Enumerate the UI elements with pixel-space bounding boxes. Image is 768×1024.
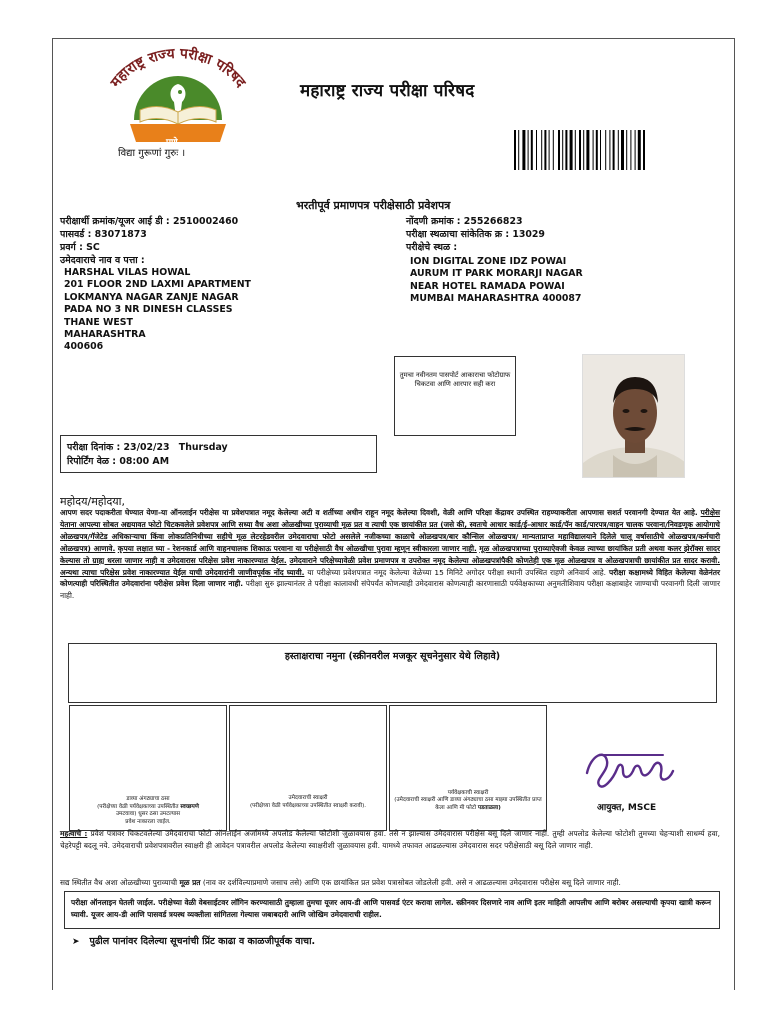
- barcode-bar: [528, 130, 529, 170]
- handwriting-sample-box: [68, 643, 717, 703]
- instruction-text: मूळ ओळखपत्राच्या पुराव्याऐवजी केवळ त्याच्या छायांकित प्रती अथवा कलर झेरॉक्स सादर केल्यास तो ग्राह्य धरला जाणार नाही व उमेदवारास परिक्षेस प्रवेश नाकारण्यात येईल.: [60, 543, 720, 565]
- candidate-address: [64, 267, 251, 354]
- centre-code-row: [406, 229, 545, 241]
- password-label: पासवर्ड :: [60, 229, 92, 240]
- warning-text: परीक्षा ऑनलाइन घेतली जाईल. परीक्षेच्या वेळी वेबसाईटवर लॉगिन करण्यासाठी तुम्हाला तुमचा यूजर आय-डी आणि पासवर्ड एंटर करावा लागेल. स्क्रीनवर दिसणारे नाव आणि इतर माहिती आपलीच आणि बरोबर असल्याची कृपया खात्री करून घ्यावी. यूजर आय-डी आणि पासवर्ड त्रयस्थ व्यक्तीला सांगितला गेल्यास जबाबदारी आणि जोखिम उमेदवाराची राहील.: [71, 898, 712, 919]
- category-label: प्रवर्ग :: [60, 242, 83, 253]
- caption-part: स्वच्छपणे: [180, 803, 199, 810]
- candidate-signature-caption: [232, 795, 384, 810]
- handwriting-sample-title: हस्ताक्षराचा नमुना (स्क्रीनवरील मजकूर सूचनेनुसार येथे लिहावे): [284, 651, 501, 662]
- barcode-bar: [586, 130, 589, 170]
- id-proof-note: [60, 877, 720, 889]
- candidate-portrait-icon: [583, 355, 685, 478]
- signature-scrawl-icon: [577, 735, 681, 797]
- registration-row: [406, 216, 523, 228]
- registration-label: नोंदणी क्रमांक :: [406, 216, 461, 227]
- category-value: SC: [86, 242, 100, 253]
- address-line: 400606: [64, 341, 104, 353]
- barcode-bar: [562, 130, 563, 170]
- exam-schedule-box: [60, 435, 377, 473]
- barcode-bar: [613, 130, 615, 170]
- caption-line: पर्यवेक्षकाची स्वाक्षरी: [447, 789, 489, 796]
- barcode-bar: [549, 130, 550, 170]
- barcode-bar: [605, 130, 606, 170]
- exam-day-value: Thursday: [178, 442, 228, 453]
- barcode-bar: [565, 130, 567, 170]
- id-proof-emphasis: मूळ प्रत: [179, 878, 201, 887]
- reporting-time-label: रिपोर्टिंग वेळ :: [67, 456, 117, 468]
- candidate-signature-box: [229, 705, 387, 831]
- barcode-icon: [514, 130, 686, 170]
- important-text: प्रवेश पत्रावर चिकटवलेल्या उमेदवाराचा फोटो ऑनलाईन अर्जामध्ये अपलोड केलेल्या फोटोशी जुळावयास हवा. तसे न झाल्यास उमेदवारास परीक्षेस बसू दिले जाणार नाही. तुम्ही अपलोड केलेल्या फोटोशी तुमच्या चेहऱ्याशी साधर्म्य हवा, चेहरेपट्टी बदलू नये. उमेदवाराची प्रवेशपत्रावरील स्वाक्षरी ही आवेदन पत्रावरील अपलोड केलेल्या स्वाक्षरीशी जुळावयास हवी. यामध्ये तफावत आढळल्यास उमेदवारास सदर परीक्षेसाठी बसू दिले जाणार नाही.: [60, 829, 720, 850]
- important-note: [60, 828, 720, 852]
- arrow-right-icon: ➤: [72, 937, 80, 947]
- exam-date-row: [67, 442, 376, 454]
- caption-line: उमेदवाराची स्वाक्षरी: [288, 795, 328, 801]
- barcode-bar: [570, 130, 573, 170]
- address-line: HARSHAL VILAS HOWAL: [64, 267, 191, 278]
- barcode-bar: [600, 130, 601, 170]
- instruction-text: परीक्षा सुरु झाल्यानंतर ते परीक्षा कालावधी संपेपर्यंत कोणत्याही उमेदवारास कोणत्याही कारणासाठी पर्यवेक्षकाच्या अनुमतीशिवाय परीक्षा कक्षाबाहेर जाण्याची परवानगी दिली जाणार नाही.: [60, 579, 720, 601]
- centre-line: MUMBAI MAHARASHTRA 400087: [410, 293, 582, 305]
- barcode-bar: [531, 130, 533, 170]
- document-title: भरतीपूर्व प्रमाणपत्र परीक्षेसाठी प्रवेशपत्र: [296, 199, 451, 212]
- barcode-bar: [618, 130, 619, 170]
- candidate-photo: [582, 354, 685, 478]
- registration-value: 255266823: [463, 216, 523, 227]
- reporting-time-row: [67, 456, 376, 468]
- barcode-bar: [541, 130, 542, 170]
- password-row: [60, 229, 147, 241]
- barcode-bar: [544, 130, 546, 170]
- left-thumb-caption: [72, 796, 224, 826]
- footer-instruction: [72, 934, 315, 947]
- instruction-text: कृपया लक्षात घ्या - रेशनकार्ड आणि वाहनचालक शिकाऊ परवाना या परीक्षेसाठी वैध ओळखीचा पुरावा म्हणून स्वीकारला जाणार नाही.: [117, 543, 477, 553]
- instruction-text: आपण सदर पदाकरीता घेण्यात येणा-या ऑनलाईन परीक्षेस या प्रवेशपत्रात नमूद केलेल्या अटी व शर्तीच्या अधीन राहून नमूद केलेल्या दिवशी, वेळी आणि परिक्षा केंद्रावर उपस्थित राहण्याकरीता आपणास सशर्त परवानगी देण्यात येत आहे.: [60, 508, 698, 517]
- instruction-text: या परीक्षेच्या प्रवेशपत्रात नमूद केलेल्या वेळेच्या 15 मिनिटे अगोदर परीक्षा स्थानी उपस्थित राहणे अनिवार्य आहे.: [307, 567, 607, 577]
- centre-code-label: परीक्षा स्थळाचा सांकेतिक क्र :: [406, 229, 510, 240]
- caption-part: (उमेदवाराची स्वाक्षरी आणि डाव्या अंगठ्याचा ठसा माझ्या उपस्थितीत प्राप्त केला आणि मी फोटो: [394, 797, 542, 811]
- instruction-text: परीक्षा कक्षामध्ये विहित केलेल्या वेळेनंतर कोणत्याही परिस्थितीत उमेदवारांना परीक्षेस प्रवेश दिला जाणार नाही.: [60, 567, 721, 589]
- photo-paste-instructions: तुमचा नवीनतम पासपोर्ट आकाराचा फोटोग्राफ चिकटवा आणि आरपार सही करा: [399, 371, 511, 388]
- centre-line: ION DIGITAL ZONE IDZ POWAI: [410, 256, 567, 267]
- roll-number-row: [60, 216, 238, 228]
- photo-paste-box: [394, 356, 516, 436]
- centre-label: परीक्षेचे स्थळ :: [406, 242, 458, 253]
- id-proof-text: (नाव वर दर्शविल्याप्रमाणे जसाच तसे) आणि एक छायांकित प्रत प्रवेश पत्रासोबत जोडलेली हवी. असे न आढळल्यास उमेदवारास परीक्षेस बसू दिले जाणार नाही.: [202, 878, 621, 887]
- barcode-bar: [522, 130, 525, 170]
- logo-city-label: पुणे: [166, 138, 178, 148]
- barcode-bar: [638, 130, 641, 170]
- barcode-bar: [575, 130, 576, 170]
- barcode-bar: [609, 130, 610, 170]
- barcode-bar: [558, 130, 560, 170]
- roll-number-value: 2510002460: [172, 216, 239, 227]
- left-thumb-box: [69, 705, 227, 831]
- barcode-bar: [643, 130, 645, 170]
- barcode-bar: [579, 130, 581, 170]
- exam-date-label: परीक्षा दिनांक :: [67, 442, 121, 453]
- barcode-bar: [635, 130, 636, 170]
- invigilator-signature-caption: [392, 790, 544, 813]
- footer-text: पुढील पानांवर दिलेल्या सूचनांची प्रिंट काढा व काळजीपूर्वक वाचा.: [89, 936, 316, 947]
- council-emblem-icon: [96, 40, 260, 150]
- barcode-bar: [626, 130, 627, 170]
- name-address-label: उमेदवाराचे नाव व पत्ता :: [60, 255, 145, 266]
- barcode-bar: [621, 130, 624, 170]
- address-line: THANE WEST: [64, 316, 133, 328]
- centre-line: AURUM IT PARK MORARJI NAGAR: [410, 268, 583, 280]
- barcode-bar: [518, 130, 519, 170]
- logo-arc-text: महाराष्ट्र राज्य परीक्षा परिषद: [107, 45, 249, 91]
- instruction-text: उमेदवाराने परिक्षेच्यावेळी प्रवेश प्रमाणपत्र व उपरोक्त नमूद केलेल्या ओळखपत्रांपैकी कोणतेही एक मूळ ओळखपत्र व ओळखपत्राची छायांकीत प्रत सादर करावी. अन्यथा त्याचा परिक्षेस प्रवेश नाकारण्यात येईल याची उमेदवारांनी जाणीवपूर्वक नोंद घ्यावी.: [60, 555, 720, 577]
- caption-line: [72, 804, 224, 812]
- address-line: 201 FLOOR 2ND LAXMI APARTMENT: [64, 279, 251, 291]
- instruction-text: परीक्षेस येताना आपल्या सोबत अद्ययावत फोटो चिटकवलेले प्रवेशपत्र आणि सध्या वैध अशा ओळखीच्या पुराव्याची मूळ प्रत व त्याची एक छायांकीत प्रत (जसे की, स्वतःचे आधार कार्ड/ई-आधार कार्ड/पॅन कार्ड/पारपत्र/वाहन चालक परवाना/निवडणूक आयोगाचे ओळखपत्र/गॅजेटेड अधिकाऱ्याचा किंवा लोकप्रतिनिधीच्या सहीचे मूळ लेटरहेडवरील उमेदवाराचा फोटो असलेले नजीकच्या काळाचे ओळखपत्र/बार कौन्सिल ओळखपत्र/ मान्यताप्राप्त महाविद्यालयाने दिलेले चालू वर्षासाठीचे ओळखपत्र/कर्मचारी ओळखपत्र) आणावे.: [60, 508, 720, 553]
- barcode-bar: [596, 130, 598, 170]
- roll-number-label: परीक्षार्थी क्रमांक/यूजर आई डी :: [60, 216, 170, 227]
- address-line: PADA NO 3 NR DINESH CLASSES: [64, 304, 233, 316]
- barcode-bar: [514, 130, 516, 170]
- salutation: महोदय/महोदया,: [60, 495, 126, 508]
- reporting-time-value: 08:00 AM: [119, 456, 170, 468]
- id-proof-text: सद्य स्थितीत वैध अशा ओळखीच्या पुराव्याची: [60, 878, 178, 887]
- password-value: 83071873: [94, 229, 147, 240]
- caption-part: पडताळला): [477, 804, 501, 811]
- online-exam-warning-box: [64, 891, 720, 929]
- barcode-bar: [536, 130, 537, 170]
- council-logo: [96, 40, 260, 160]
- barcode-bar: [630, 130, 631, 170]
- barcode: [514, 130, 686, 170]
- barcode-bar: [553, 130, 554, 170]
- council-motto: विद्या गुरूणां गुरुः ।: [118, 148, 186, 159]
- commissioner-title: आयुक्त, MSCE: [597, 803, 657, 813]
- centre-address: [410, 256, 583, 306]
- caption-line: उमटवावा) धुसर ठसा उमटल्यास: [115, 811, 181, 817]
- barcode-bar: [583, 130, 584, 170]
- category-row: [60, 242, 100, 254]
- council-title: महाराष्ट्र राज्य परीक्षा परिषद: [300, 81, 475, 101]
- commissioner-signature: [577, 735, 681, 797]
- barcode-bar: [593, 130, 594, 170]
- caption-line: [392, 797, 544, 812]
- caption-line: प्रवेश नाकारला जाईल.: [125, 818, 171, 825]
- caption-line: (परीक्षेच्या वेळी पर्यवेक्षकाच्या उपस्थितीत स्वाक्षरी करावी).: [249, 802, 367, 809]
- important-label: महत्वाचे :: [60, 829, 88, 838]
- caption-line: डाव्या अंगठ्याचा ठसा: [126, 796, 170, 802]
- centre-line: NEAR HOTEL RAMADA POWAI: [410, 280, 565, 292]
- caption-part: (परीक्षेच्या वेळी पर्यवेक्षकाच्या उपस्थितीत: [97, 803, 179, 810]
- instructions-paragraph: [60, 507, 720, 602]
- exam-date-value: 23/02/23: [123, 442, 170, 453]
- centre-code-value: 13029: [512, 229, 545, 240]
- address-line: MAHARASHTRA: [64, 329, 146, 341]
- address-line: LOKMANYA NAGAR ZANJE NAGAR: [64, 291, 239, 303]
- invigilator-signature-box: [389, 705, 547, 831]
